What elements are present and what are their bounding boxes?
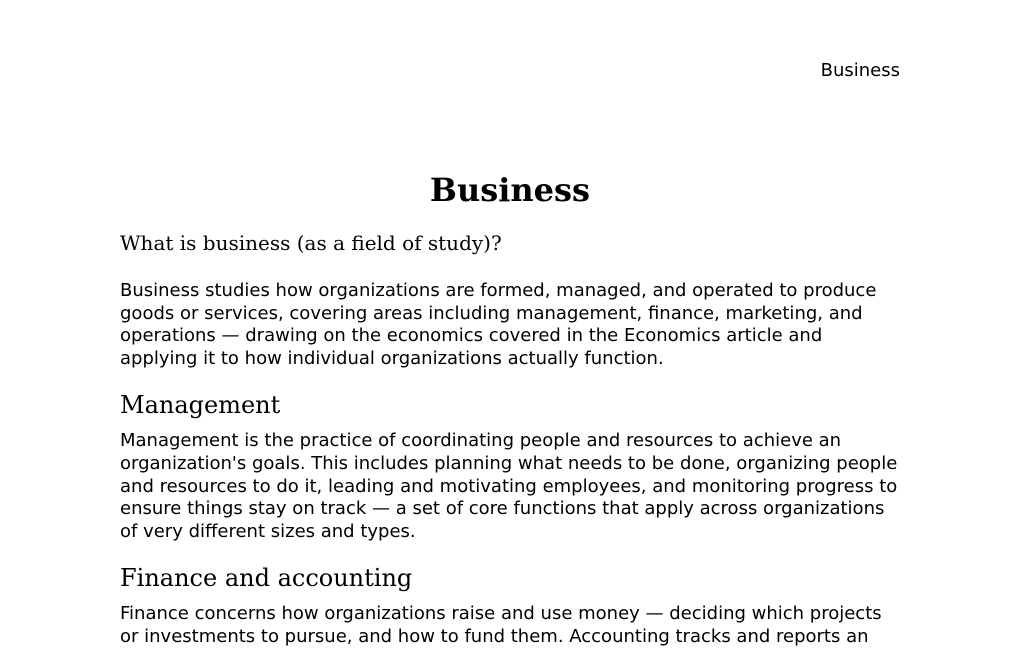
intro-paragraph: Business studies how organizations are formed, managed, and operated to produce goods or services, covering areas including management, finance, marketing, and operations — drawing on the economics covered in the Economics article and applying it to how individual organizations actually function.: [120, 280, 877, 369]
article: [120, 168, 900, 649]
article-title: Business: [429, 171, 591, 209]
running-header: Business: [820, 60, 900, 81]
section-heading-management: Management: [120, 391, 281, 420]
section-paragraph-finance: Finance concerns how organizations raise and use money — deciding which projects or investments to pursue, and how to fund them. Accounting tracks and reports an: [120, 603, 882, 647]
section-paragraph-management: Management is the practice of coordinating people and resources to achieve an organization's goals. This includes planning what needs to be done, organizing people and resources to do it, leading and motivating employees, and monitoring progress to ensure things stay on track — a set of core functions that apply across organizations of very different sizes and types.: [120, 430, 898, 542]
section-heading-finance: Finance and accounting: [120, 564, 413, 593]
article-subtitle: What is business (as a field of study)?: [120, 231, 502, 255]
